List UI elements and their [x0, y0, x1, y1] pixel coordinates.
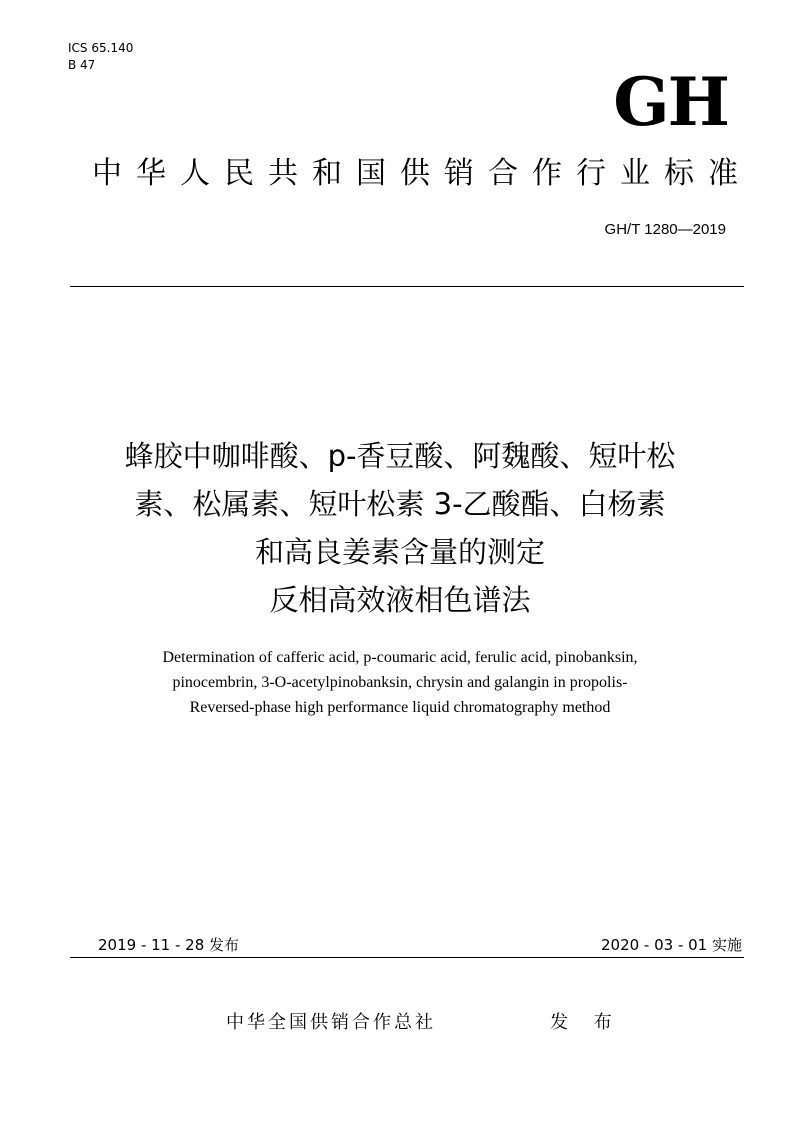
english-title-line: Reversed-phase high performance liquid chromatography method — [189, 699, 611, 716]
chinese-title-line: 和高良姜素含量的测定 — [254, 535, 545, 569]
ics-code: ICS 65.140 — [68, 41, 134, 55]
implementation-date: 2020 - 03 - 01 实施 — [600, 936, 742, 954]
chinese-title-line: 蜂胶中咖啡酸、p-香豆酸、阿魏酸、短叶松 — [124, 439, 676, 473]
english-title-line: pinocembrin, 3-O-acetylpinobanksin, chrysin and galangin in propolis- — [172, 674, 628, 691]
issue-date: 2019 - 11 - 28 发布 — [98, 936, 240, 954]
english-title-line: Determination of cafferic acid, p-coumaric acid, ferulic acid, pinobanksin, — [162, 649, 638, 666]
standard-number: GH/T 1280—2019 — [604, 221, 726, 238]
ccs-code: B 47 — [68, 58, 96, 72]
standard-organization-title: 中华人民共和国供销合作行业标准 — [92, 156, 752, 191]
chinese-title — [40, 432, 760, 624]
gh-logo: GH — [613, 63, 728, 141]
english-title — [70, 645, 730, 720]
publisher-name: 中华全国供销合作总社 — [226, 1012, 436, 1033]
publish-label: 发 布 — [550, 1012, 622, 1033]
chinese-title-line: 素、松属素、短叶松素 3-乙酸酯、白杨素 — [134, 487, 666, 521]
chinese-title-line: 反相高效液相色谱法 — [269, 583, 531, 617]
footer-divider — [70, 957, 744, 958]
classification-codes — [68, 40, 133, 74]
header-divider — [70, 286, 744, 287]
